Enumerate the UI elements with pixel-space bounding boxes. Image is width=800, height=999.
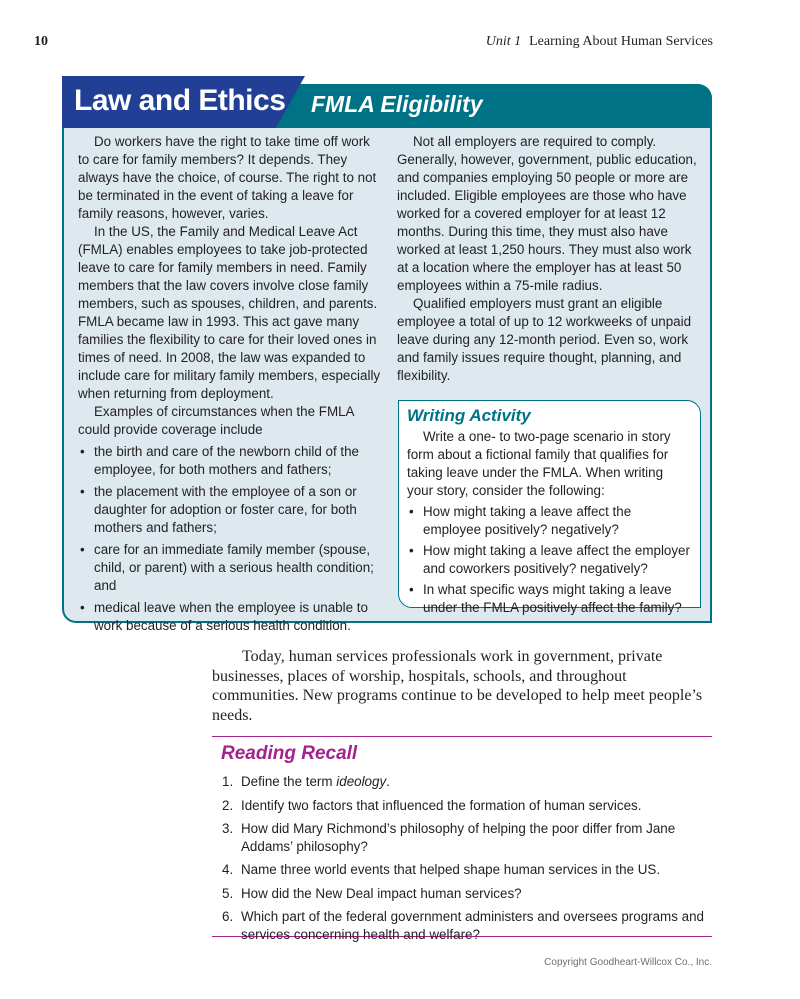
coverage-list xyxy=(78,443,384,635)
writing-activity-list xyxy=(407,503,692,617)
question-item xyxy=(222,908,707,943)
writing-activity-text: Write a one- to two-page scenario in story form about a fictional family that qualifies for taking leave under the FMLA. When writing your story, consider the following: xyxy=(407,429,671,498)
copyright-notice: Copyright Goodheart-Willcox Co., Inc. xyxy=(544,957,712,968)
list-item: • care for an immediate family member (spouse, child, or parent) with a serious health condition; and xyxy=(78,541,384,595)
feature-body xyxy=(62,128,712,633)
question-text: How did the New Deal impact human services? xyxy=(241,885,522,901)
question-item xyxy=(222,820,707,855)
list-item: • How might taking a leave affect the employee positively? negatively? xyxy=(407,503,692,539)
feature-left-column xyxy=(78,133,384,635)
question-text: Define the term xyxy=(241,774,337,789)
question-number: 2. xyxy=(222,797,234,813)
question-text: Name three world events that helped shape human services in the US. xyxy=(241,862,661,877)
paragraph: Not all employers are required to comply. Generally, however, government, public education, and companies employing 50 people or more are included. Eligible employees are those who have worked for a covered employer for at least 12 months. During this time, they must also have worked at least 1,250 hours. They must also work at a location where the employer has at least 50 employees within a 75-mile radius. xyxy=(397,134,697,293)
reading-recall-section xyxy=(212,736,712,942)
question-text-end: . xyxy=(386,774,390,789)
question-text: Identify two factors that influenced the formation of human services. xyxy=(241,797,642,813)
question-number: 4. xyxy=(222,862,234,877)
question-number: 3. xyxy=(222,821,234,836)
law-and-ethics-feature xyxy=(62,76,712,633)
question-item xyxy=(222,773,707,791)
question-number: 6. xyxy=(222,909,234,924)
feature-title-bar xyxy=(62,76,712,128)
question-text: How did Mary Richmond’s philosophy of helping the poor differ from Jane Addams’ philosophy? xyxy=(241,821,676,854)
question-number: 5. xyxy=(222,885,234,901)
reading-recall-list xyxy=(222,773,707,949)
list-item: • the birth and care of the newborn child of the employee, for both mothers and fathers; xyxy=(78,443,384,479)
paragraph: Qualified employers must grant an eligible employee a total of up to 12 workweeks of unpaid leave during any 12-month period. Even so, work and family issues require thought, planning, and flexibility. xyxy=(397,296,692,383)
body-text xyxy=(212,647,712,725)
paragraph: Examples of circumstances when the FMLA could provide coverage include xyxy=(78,404,354,437)
paragraph: In the US, the Family and Medical Leave Act (FMLA) enables employees to take job-protected leave to care for family members in need. Family members that the law covers involve close family members, such as spouses, children, and parents. FMLA became law in 1993. This act gave many families the flexibility to care for their loved ones in times of need. In 2008, the law was expanded to include care for military family members, especially when returning from deployment. xyxy=(78,224,381,401)
question-item xyxy=(222,885,707,903)
page-number: 10 xyxy=(34,34,48,49)
key-term: ideology xyxy=(336,774,387,789)
feature-title: Law and Ethics xyxy=(74,84,286,117)
unit-label: Unit 1 xyxy=(485,34,522,49)
list-item: • How might taking a leave affect the employer and coworkers positively? negatively? xyxy=(407,542,692,578)
running-head xyxy=(34,34,713,54)
question-number: 1. xyxy=(222,774,234,789)
list-item: • the placement with the employee of a son or daughter for adoption or foster care, for both mothers and fathers; xyxy=(78,483,384,537)
paragraph: Do workers have the right to take time off work to care for family members? It depends. They always have the choice, of course. The right to not be terminated in the event of taking a leave for family reasons, however, varies. xyxy=(78,134,377,221)
unit-title: Learning About Human Services xyxy=(529,34,713,49)
writing-activity-box xyxy=(398,400,701,615)
list-item: • medical leave when the employee is unable to work because of a serious health condition. xyxy=(78,599,384,635)
question-text: Which part of the federal government administers and oversees programs and services concerning health and welfare? xyxy=(241,909,704,942)
feature-right-column xyxy=(397,133,702,385)
list-item: • In what specific ways might taking a leave under the FMLA positively affect the family? xyxy=(407,581,692,617)
writing-activity-title: Writing Activity xyxy=(407,406,531,425)
question-item xyxy=(222,861,707,879)
unit-header xyxy=(486,34,713,50)
reading-recall-title: Reading Recall xyxy=(221,743,358,764)
feature-subtitle: FMLA Eligibility xyxy=(311,91,483,117)
question-item xyxy=(222,797,707,815)
paragraph: Today, human services professionals work in government, private businesses, places of worship, hospitals, schools, and throughout communities. New programs continue to be developed to help meet people’s needs. xyxy=(212,648,703,724)
